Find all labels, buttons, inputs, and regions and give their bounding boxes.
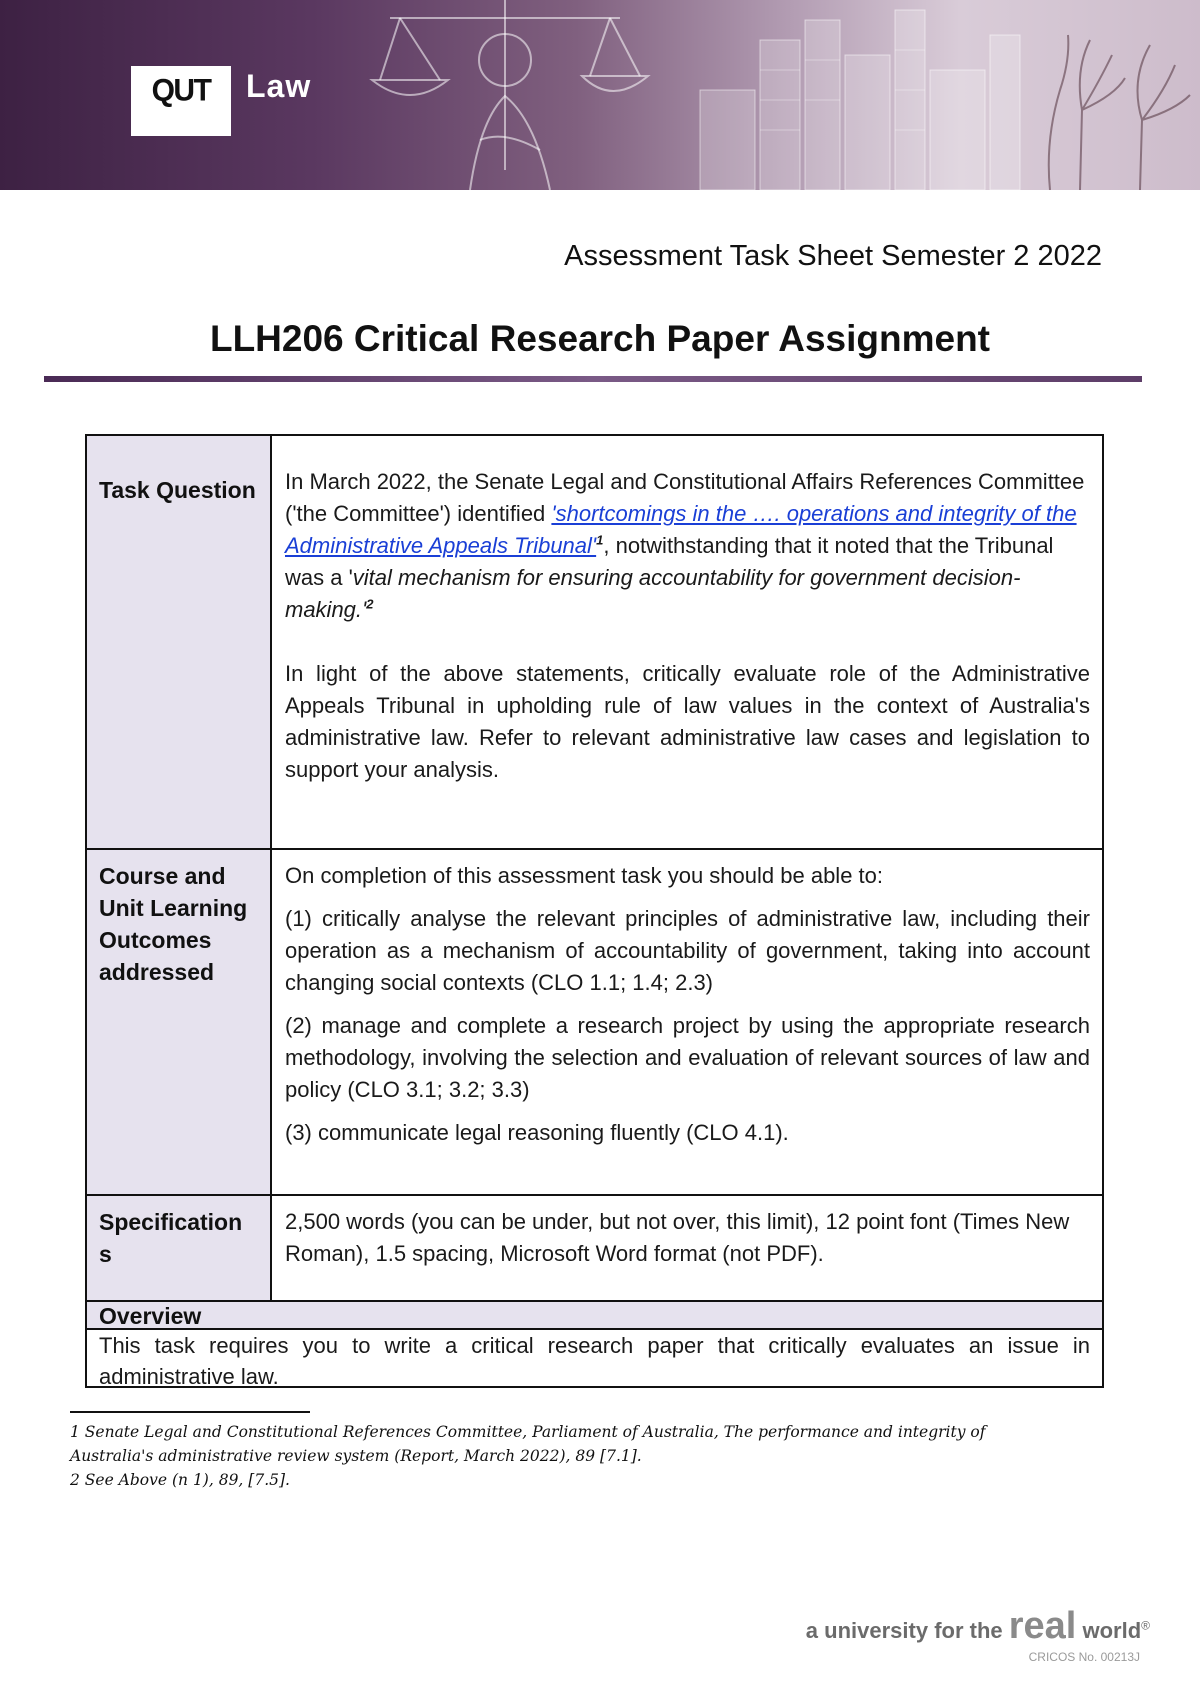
task-question-content [272,436,1102,848]
tagline-real: real [1008,1605,1077,1647]
assessment-table [85,434,1104,1388]
committee-quote-link[interactable]: 'shortcomings in the …. operations and integrity of the Administrative Appeals Tribunal' [285,501,1077,558]
outcome-item-1: (1) critically analyse the relevant principles of administrative law, including their operation as a mechanism of accountability of government, taking into account changing social contexts (CLO 1.1; 1.4; 2.3) [285,906,1090,995]
registered-mark: ® [1141,1618,1150,1633]
footnote-ref-1[interactable]: 1 [596,532,604,548]
faculty-name: Law [246,68,312,104]
specifications-text: 2,500 words (you can be under, but not over, this limit), 12 point font (Times New Roman), 1.5 spacing, Microsoft Word format (not PDF). [285,1209,1070,1266]
overview-heading: Overview [87,1302,1102,1330]
specifications-row [87,1196,1102,1302]
learning-outcomes-content [272,850,1102,1194]
tagline-world: world [1076,1618,1142,1643]
task-intro-text: In March 2022, the Senate Legal and Constitutional Affairs References Committee ('the Committee') identified [285,469,1085,526]
qut-logo-text: QUT [151,73,211,108]
header-banner [0,0,1200,190]
document-subtitle: Assessment Task Sheet Semester 2 2022 [564,240,1102,272]
cricos-number: CRICOS No. 00213J [1028,1650,1140,1664]
footnote-ref-2[interactable]: 2 [366,596,374,612]
learning-outcomes-row [87,850,1102,1196]
tagline-prefix: a university for the [805,1618,1009,1643]
specifications-content [272,1196,1102,1300]
footnote-2: 2 See Above (n 1), 89, [7.5]. [70,1471,290,1489]
task-question-paragraph-2: In light of the above statements, critically evaluate role of the Administrative Appeals Tribunal in upholding rule of law values in the context of Australia's administrative law. Refer to relevant administrative law cases and legislation to support your analysis. [285,661,1090,782]
outcome-item-3: (3) communicate legal reasoning fluently (CLO 4.1). [285,1120,789,1145]
university-tagline [806,1605,1150,1648]
overview-text: This task requires you to write a critical research paper that critically evaluates an issue in administrative law. [99,1333,1090,1389]
footnote-divider [70,1411,310,1413]
specifications-label: Specification s [87,1196,272,1300]
learning-outcomes-label: Course and Unit Learning Outcomes addressed [87,850,272,1194]
footnote-1: 1 Senate Legal and Constitutional References Committee, Parliament of Australia, The performance and integrity of Australia's administrative review system (Report, March 2022), 89 [7.1]. [70,1423,986,1465]
task-question-row [87,436,1102,850]
qut-logo [131,66,231,136]
task-mid-text: , notwithstanding that it noted that the Tribunal was a ' [285,533,1054,590]
title-divider [44,376,1142,382]
document-title: LLH206 Critical Research Paper Assignment [209,318,991,359]
task-question-label: Task Question [87,436,272,848]
outcome-item-2: (2) manage and complete a research project by using the appropriate research methodology, involving the selection and evaluation of relevant sources of law and policy (CLO 3.1; 3.2; 3.3) [285,1013,1090,1102]
task-question-paragraph-1 [285,466,1090,626]
tribunal-quote: vital mechanism for ensuring accountability for government decision-making.' [285,565,1021,622]
outcomes-intro: On completion of this assessment task you should be able to: [285,863,883,888]
